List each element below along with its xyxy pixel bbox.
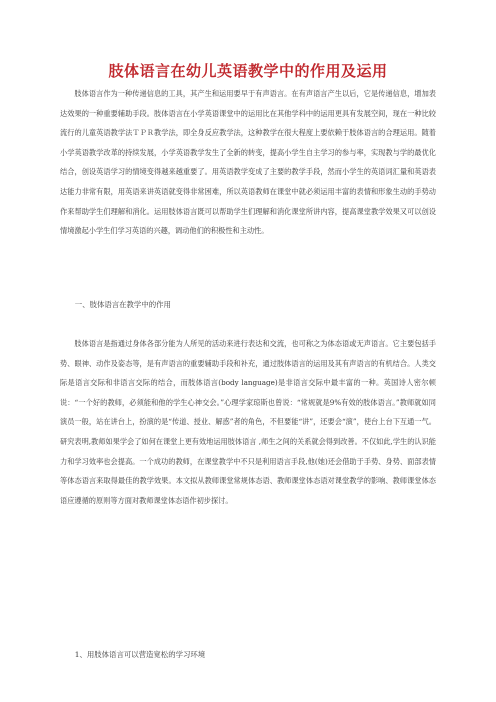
section-heading-role: 一、肢体语言在教学中的作用 <box>74 300 171 309</box>
paragraph-body-language-definition: 肢体语言是指通过身体各部分能为人所见的活动来进行表达和交流，也可称之为体态语或无声语言。它主要包括手势、眼神、动作及姿态等，是有声语言的重要辅助手段和补充，通过肢体语言的运用及其有声语言的有机结合。人类交际是语言交际和非语言交际的结合，而肢体语言(body language)是非语言交际中最丰富的一种。英国诗人密尔顿说：“一个好的教师，必须能和他的学生心神交会。”心理学家琼斯也曾说：“常规就是9%有效的肢体语言。”教师就如同演员一般，站在讲台上，扮演的是“传道、授业、解惑”者的角色，不但要能“讲”，还要会“演”，使台上台下互通一气。研究表明,教师如果学会了如何在课堂上更有效地运用肢体语言 ,师生之间的关系就会得到改善。不仅如此,学生的认识能力和学习效率也会提高。一个成功的教师，在课堂教学中不只是利用语言手段,他(她)还会借助于手势、身势、面部表情等体态语言来取得最佳的教学效果。本文拟从教师课堂常规体态语、教师课堂体态语对课堂教学的影响、教师课堂体态语应遵循的原则等方面对教师课堂体态语作初步探讨。 <box>60 339 436 505</box>
document-title: 肢体语言在幼儿英语教学中的作用及运用 <box>108 62 388 80</box>
subsection-heading-environment: 1、用肢体语言可以营造宽松的学习环境 <box>74 650 206 659</box>
paragraph-intro: 肢体语言作为一种传递信息的工具，其产生和运用要早于有声语言。在有声语言产生以后，它是传递信息，增加表达效果的一种重要辅助手段。肢体语言在小学英语课堂中的运用比在其他学科中的运用更具有发展空间，现在一种比较流行的儿童英语教学法ＴＰＲ教学法，即全身反应教学法，这种教学在很大程度上要依赖于肢体语言的合理运用。随着小学英语教学改革的持续发展，小学英语教学发生了全新的转变，提高小学生自主学习的参与率，实现教与学的最优化结合，创设英语学习的情境变得越来越重要了。用英语教学变成了主要的教学手段，然而小学生的英语词汇量和英语表达能力非常有限，用英语来讲英语就变得非常困难，所以英语教师在课堂中就必须运用丰富的表情和形象生动的手势动作来帮助学生们理解和消化。运用肢体语言既可以帮助学生们理解和消化课堂所讲内容，提高课堂教学效果又可以创设情境激起小学生们学习英语的兴趣，调动他们的积极性和主动性。 <box>60 89 436 236</box>
